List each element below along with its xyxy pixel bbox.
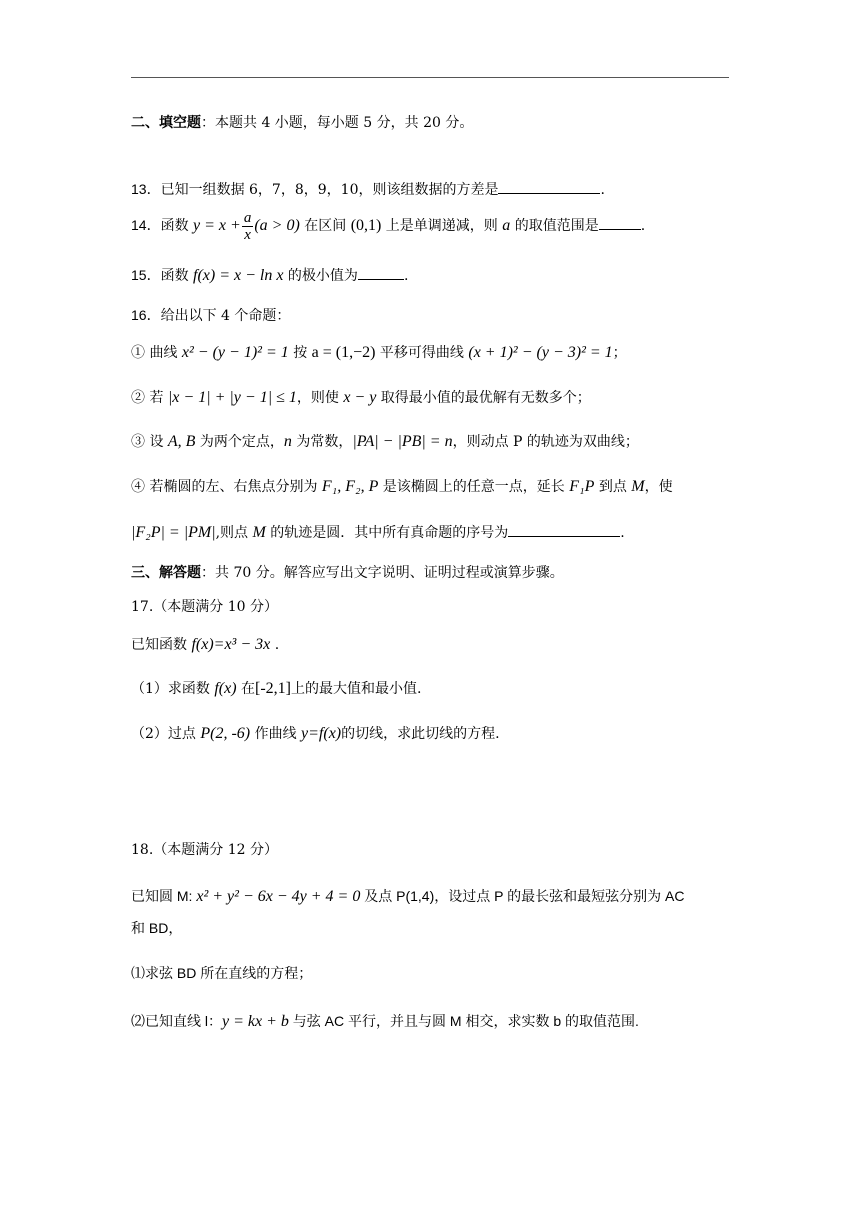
- q15-pre: 函数: [160, 268, 194, 284]
- q14-frac-numerator: a: [243, 209, 252, 226]
- q14-frac-denominator: x: [244, 226, 251, 243]
- p4b-condition: |F₂P| = |PM|: [131, 524, 216, 541]
- q18-part1: ⑴求弦 BD 所在直线的方程；: [131, 965, 313, 981]
- q17-end: .: [270, 637, 280, 653]
- q17-part1-f: f(x): [214, 680, 237, 697]
- q18-stem-continued: [131, 918, 182, 938]
- p1-curve1: x² − (y − 1)² = 1: [181, 344, 289, 361]
- question-13: [131, 179, 605, 200]
- q15-end: .: [403, 268, 409, 284]
- q17-part2-post: 的切线，求此切线的方程.: [341, 726, 500, 742]
- proposition-1: [131, 343, 627, 363]
- q17-part2-curve: y=f(x): [301, 725, 342, 742]
- q14-number: 14．: [131, 217, 161, 233]
- section3-heading: [131, 563, 564, 583]
- p3-mid: 为两个定点，: [195, 434, 284, 450]
- q14-pre: 函数: [160, 218, 194, 234]
- q17-part2-pre: （2）过点: [131, 726, 201, 742]
- q18-part-1: [131, 963, 312, 983]
- p2-expr: x − y: [343, 389, 377, 406]
- question-16: [131, 305, 290, 326]
- p4-post: ，使: [644, 479, 673, 495]
- p3-points: A, B: [167, 433, 196, 450]
- q13-answer-blank: [498, 179, 600, 194]
- q15-answer-blank: [358, 265, 404, 280]
- q17-part1-pre: （1）求函数: [131, 681, 215, 697]
- p4-segment: F₁P: [569, 478, 595, 495]
- q17-part1-interval: [-2,1]: [255, 680, 291, 697]
- p2-condition: |x − 1| + |y − 1| ≤ 1: [167, 389, 297, 406]
- q17-head: 17.（本题满分 10 分）: [131, 599, 278, 615]
- q18-head: 18.（本题满分 12 分）: [131, 842, 278, 858]
- q14-answer-blank: [599, 215, 641, 230]
- p3-mark: ③: [131, 434, 145, 450]
- q17-stem: [131, 635, 279, 655]
- p4b-end: .: [620, 525, 625, 541]
- proposition-2: [131, 388, 591, 408]
- q18-stem: [131, 886, 684, 907]
- p4-mid: 是该椭圆上的任意一点，延长: [378, 479, 570, 495]
- p1-mark: ①: [131, 345, 145, 361]
- question-14: [131, 208, 645, 243]
- header-rule: [131, 77, 729, 78]
- p1-mid2: 平移可得曲线: [375, 345, 469, 361]
- q17-formula: f(x)=x³ − 3x: [191, 636, 271, 653]
- q17-part2-point: P(2, -6): [200, 725, 251, 742]
- p4-mid2: 到点: [594, 479, 632, 495]
- q17-part-2: [131, 724, 500, 744]
- p2-mark: ②: [131, 390, 145, 406]
- p4-pre: 若椭圆的左、右焦点分别为: [145, 479, 322, 495]
- p2-mid: ，则使: [296, 390, 344, 406]
- q18-part2-pre: ⑵已知直线 l：: [131, 1013, 222, 1029]
- p3-pre: 设: [145, 434, 168, 450]
- q14-formula-a: y = x +: [193, 217, 241, 234]
- q17-heading: [131, 597, 278, 617]
- section2-desc: ：本题共 4 小题，每小题 5 分，共 20 分。: [201, 115, 474, 131]
- q16-answer-blank: [508, 522, 620, 537]
- q13-number: 13．: [131, 181, 161, 197]
- q13-text: 已知一组数据 6，7，8，9，10，则该组数据的方差是: [160, 182, 499, 198]
- q17-part2-mid: 作曲线: [250, 726, 302, 742]
- proposition-3: [131, 432, 639, 452]
- p4b-mid: ,则点: [215, 525, 253, 541]
- proposition-4-continued: [131, 522, 625, 543]
- q14-post: 上是单调递减，则: [381, 218, 503, 234]
- q14-mid: 在区间: [299, 218, 351, 234]
- q13-end: .: [600, 182, 605, 198]
- p4-foci: F₁, F₂, P: [321, 478, 379, 495]
- p3-post: ，则动点 P 的轨迹为双曲线；: [452, 434, 639, 450]
- section3-desc: ：共 70 分。解答应写出文字说明、证明过程或演算步骤。: [201, 565, 564, 581]
- p1-mid: 按: [288, 345, 312, 361]
- section2-heading: [131, 113, 473, 133]
- p4-mark: ④: [131, 479, 145, 495]
- q14-interval: (0,1): [350, 217, 382, 234]
- proposition-4: [131, 477, 673, 497]
- q18-part2-post: 与弦 AC 平行，并且与圆 M 相交，求实数 b 的取值范围.: [288, 1013, 639, 1029]
- q14-post2: 的取值范围是: [510, 218, 599, 234]
- p3-condition: |PA| − |PB| = n: [352, 433, 453, 450]
- q18-formula: x² + y² − 6x − 4y + 4 = 0: [196, 888, 361, 905]
- p4b-point-m: M: [252, 524, 266, 541]
- p1-end: ；: [612, 345, 627, 361]
- p3-mid2: 为常数，: [291, 434, 353, 450]
- p2-post: 取得最小值的最优解有无数多个；: [376, 390, 591, 406]
- p4b-post: 的轨迹是圆．其中所有真命题的序号为: [265, 525, 509, 541]
- q18-part-2: [131, 1011, 639, 1032]
- q15-post: 的极小值为: [283, 268, 358, 284]
- question-15: [131, 265, 408, 286]
- q14-formula-b: (a > 0): [254, 217, 300, 234]
- q15-formula: f(x) = x − ln x: [193, 267, 284, 284]
- p1-pre: 曲线: [145, 345, 182, 361]
- q17-part1-mid: 在: [236, 681, 256, 697]
- p4-point-m: M: [631, 478, 645, 495]
- q18-heading: [131, 840, 278, 860]
- q14-var: a: [502, 217, 511, 234]
- q15-number: 15．: [131, 267, 161, 283]
- q14-end: .: [640, 218, 646, 234]
- section2-title: 二、填空题: [131, 115, 201, 131]
- p2-pre: 若: [145, 390, 168, 406]
- q17-pre: 已知函数: [131, 637, 192, 653]
- section3-title: 三、解答题: [131, 565, 201, 581]
- q17-part-1: [131, 679, 421, 699]
- q18-post: 及点 P(1,4)，设过点 P 的最长弦和最短弦分别为 AC: [360, 888, 685, 904]
- q16-text: 给出以下 4 个命题：: [160, 308, 291, 324]
- q16-number: 16．: [131, 307, 161, 323]
- p3-n: n: [283, 433, 292, 450]
- q18-line2: 和 BD，: [131, 920, 183, 936]
- q17-part1-post: 上的最大值和最小值.: [291, 681, 422, 697]
- q18-part2-equation: y = kx + b: [222, 1013, 289, 1030]
- p1-vector: a = (1,−2): [311, 344, 376, 361]
- p1-curve2: (x + 1)² − (y − 3)² = 1: [468, 344, 613, 361]
- q18-pre: 已知圆 M:: [131, 888, 197, 904]
- q14-fraction: [242, 210, 254, 243]
